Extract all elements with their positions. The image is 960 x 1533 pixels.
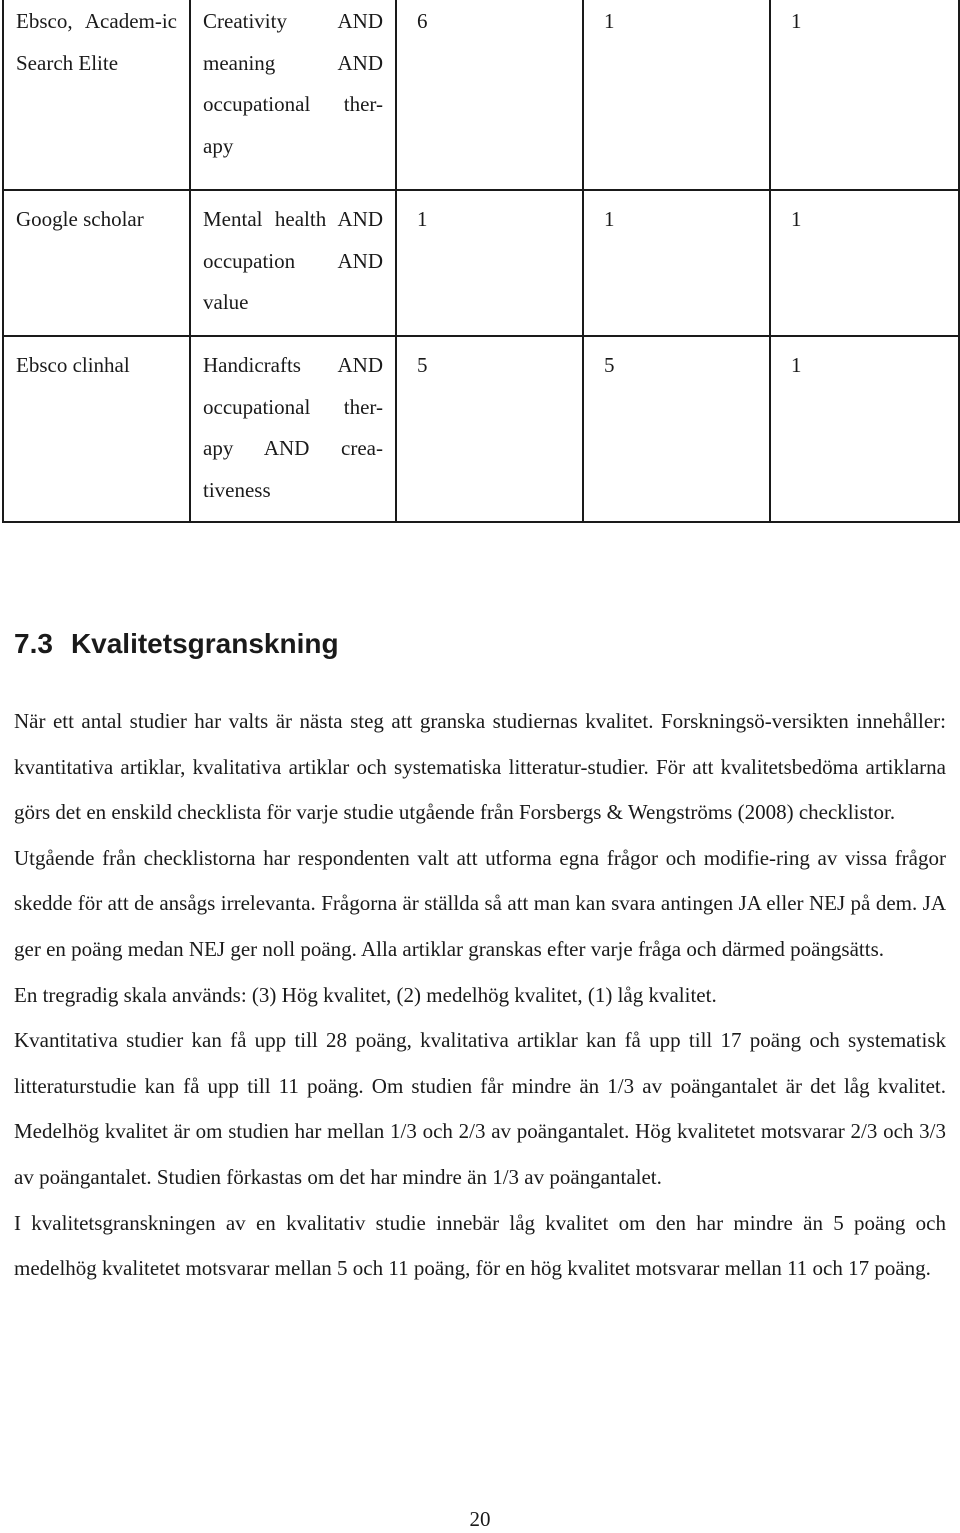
database-name: Ebsco clinhal — [16, 353, 130, 377]
search-terms: Creativity AND meaning AND occupational ther-apy — [203, 9, 383, 158]
count-value: 5 — [604, 353, 615, 377]
table-row — [3, 190, 959, 336]
section-title: Kvalitetsgranskning — [70, 628, 339, 659]
count-cell — [583, 336, 770, 522]
search-terms-cell — [190, 336, 396, 522]
count-cell — [770, 0, 959, 190]
table-row — [3, 336, 959, 522]
count-value: 1 — [604, 207, 615, 231]
database-cell — [3, 190, 190, 336]
count-value: 1 — [791, 9, 802, 33]
count-cell — [583, 0, 770, 190]
count-cell — [770, 336, 959, 522]
paragraph: Utgående från checklistorna har respondenten valt att utforma egna frågor och modifie-ring av vissa frågor skedde för att de ansågs irrelevanta. Frågorna är ställda så att man kan svara antingen JA eller NEJ på dem. JA ger en poäng medan NEJ ger noll poäng. Alla artiklar granskas efter varje fråga och därmed poängsätts. — [14, 845, 946, 961]
count-value: 1 — [791, 207, 802, 231]
paragraph: När ett antal studier har valts är nästa steg att granska studiernas kvalitet. Forskningsö-versikten innehåller: kvantitativa artiklar, kvalitativa artiklar och systematiska litteratur-studier. För att kvalitetsbedöma artiklarna görs det en enskild checklista för varje studie utgående från Forsbergs & Wengströms (2008) checklistor. — [14, 709, 946, 825]
count-value: 5 — [417, 353, 428, 377]
count-cell — [396, 0, 583, 190]
count-cell — [770, 190, 959, 336]
paragraph: Kvantitativa studier kan få upp till 28 poäng, kvalitativa artiklar kan få upp till 17 poäng och systematisk litteraturstudie kan få upp till 11 poäng. Om studien får mindre än 1/3 av poängantalet är det låg kvalitet. Medelhög kvalitet är om studien har mellan 1/3 och 2/3 av poängantalet. Hög kvalitetet motsvarar 2/3 och 3/3 av poängantalet. Studien förkastas om det har mindre än 1/3 av poängantalet. — [14, 1028, 946, 1189]
count-value: 1 — [791, 353, 802, 377]
count-value: 1 — [604, 9, 615, 33]
search-terms-cell — [190, 0, 396, 190]
count-value: 1 — [417, 207, 428, 231]
search-terms-cell — [190, 190, 396, 336]
table-row — [3, 0, 959, 190]
body-text — [14, 699, 946, 1292]
database-name: Ebsco, Academ-ic Search Elite — [16, 9, 177, 75]
search-results-table — [2, 0, 960, 523]
count-cell — [583, 190, 770, 336]
count-cell — [396, 190, 583, 336]
section-number: 7.3 — [14, 628, 53, 659]
paragraph: I kvalitetsgranskningen av en kvalitativ studie innebär låg kvalitet om den har mindre än 5 poäng och medelhög kvalitetet motsvarar mellan 5 och 11 poäng, för en hög kvalitet motsvarar mellan 11 och 17 poäng. — [14, 1210, 946, 1281]
search-terms: Handicrafts AND occupational ther-apy AND crea-tiveness — [203, 353, 383, 502]
search-terms: Mental health AND occupation AND value — [203, 207, 383, 314]
page-number: 20 — [469, 1507, 491, 1531]
count-value: 6 — [417, 9, 428, 33]
paragraph: En tregradig skala används: (3) Hög kvalitet, (2) medelhög kvalitet, (1) låg kvalitet. — [14, 982, 717, 1007]
section-heading — [14, 626, 339, 662]
count-cell — [396, 336, 583, 522]
database-name: Google scholar — [16, 207, 144, 231]
database-cell — [3, 336, 190, 522]
database-cell — [3, 0, 190, 190]
